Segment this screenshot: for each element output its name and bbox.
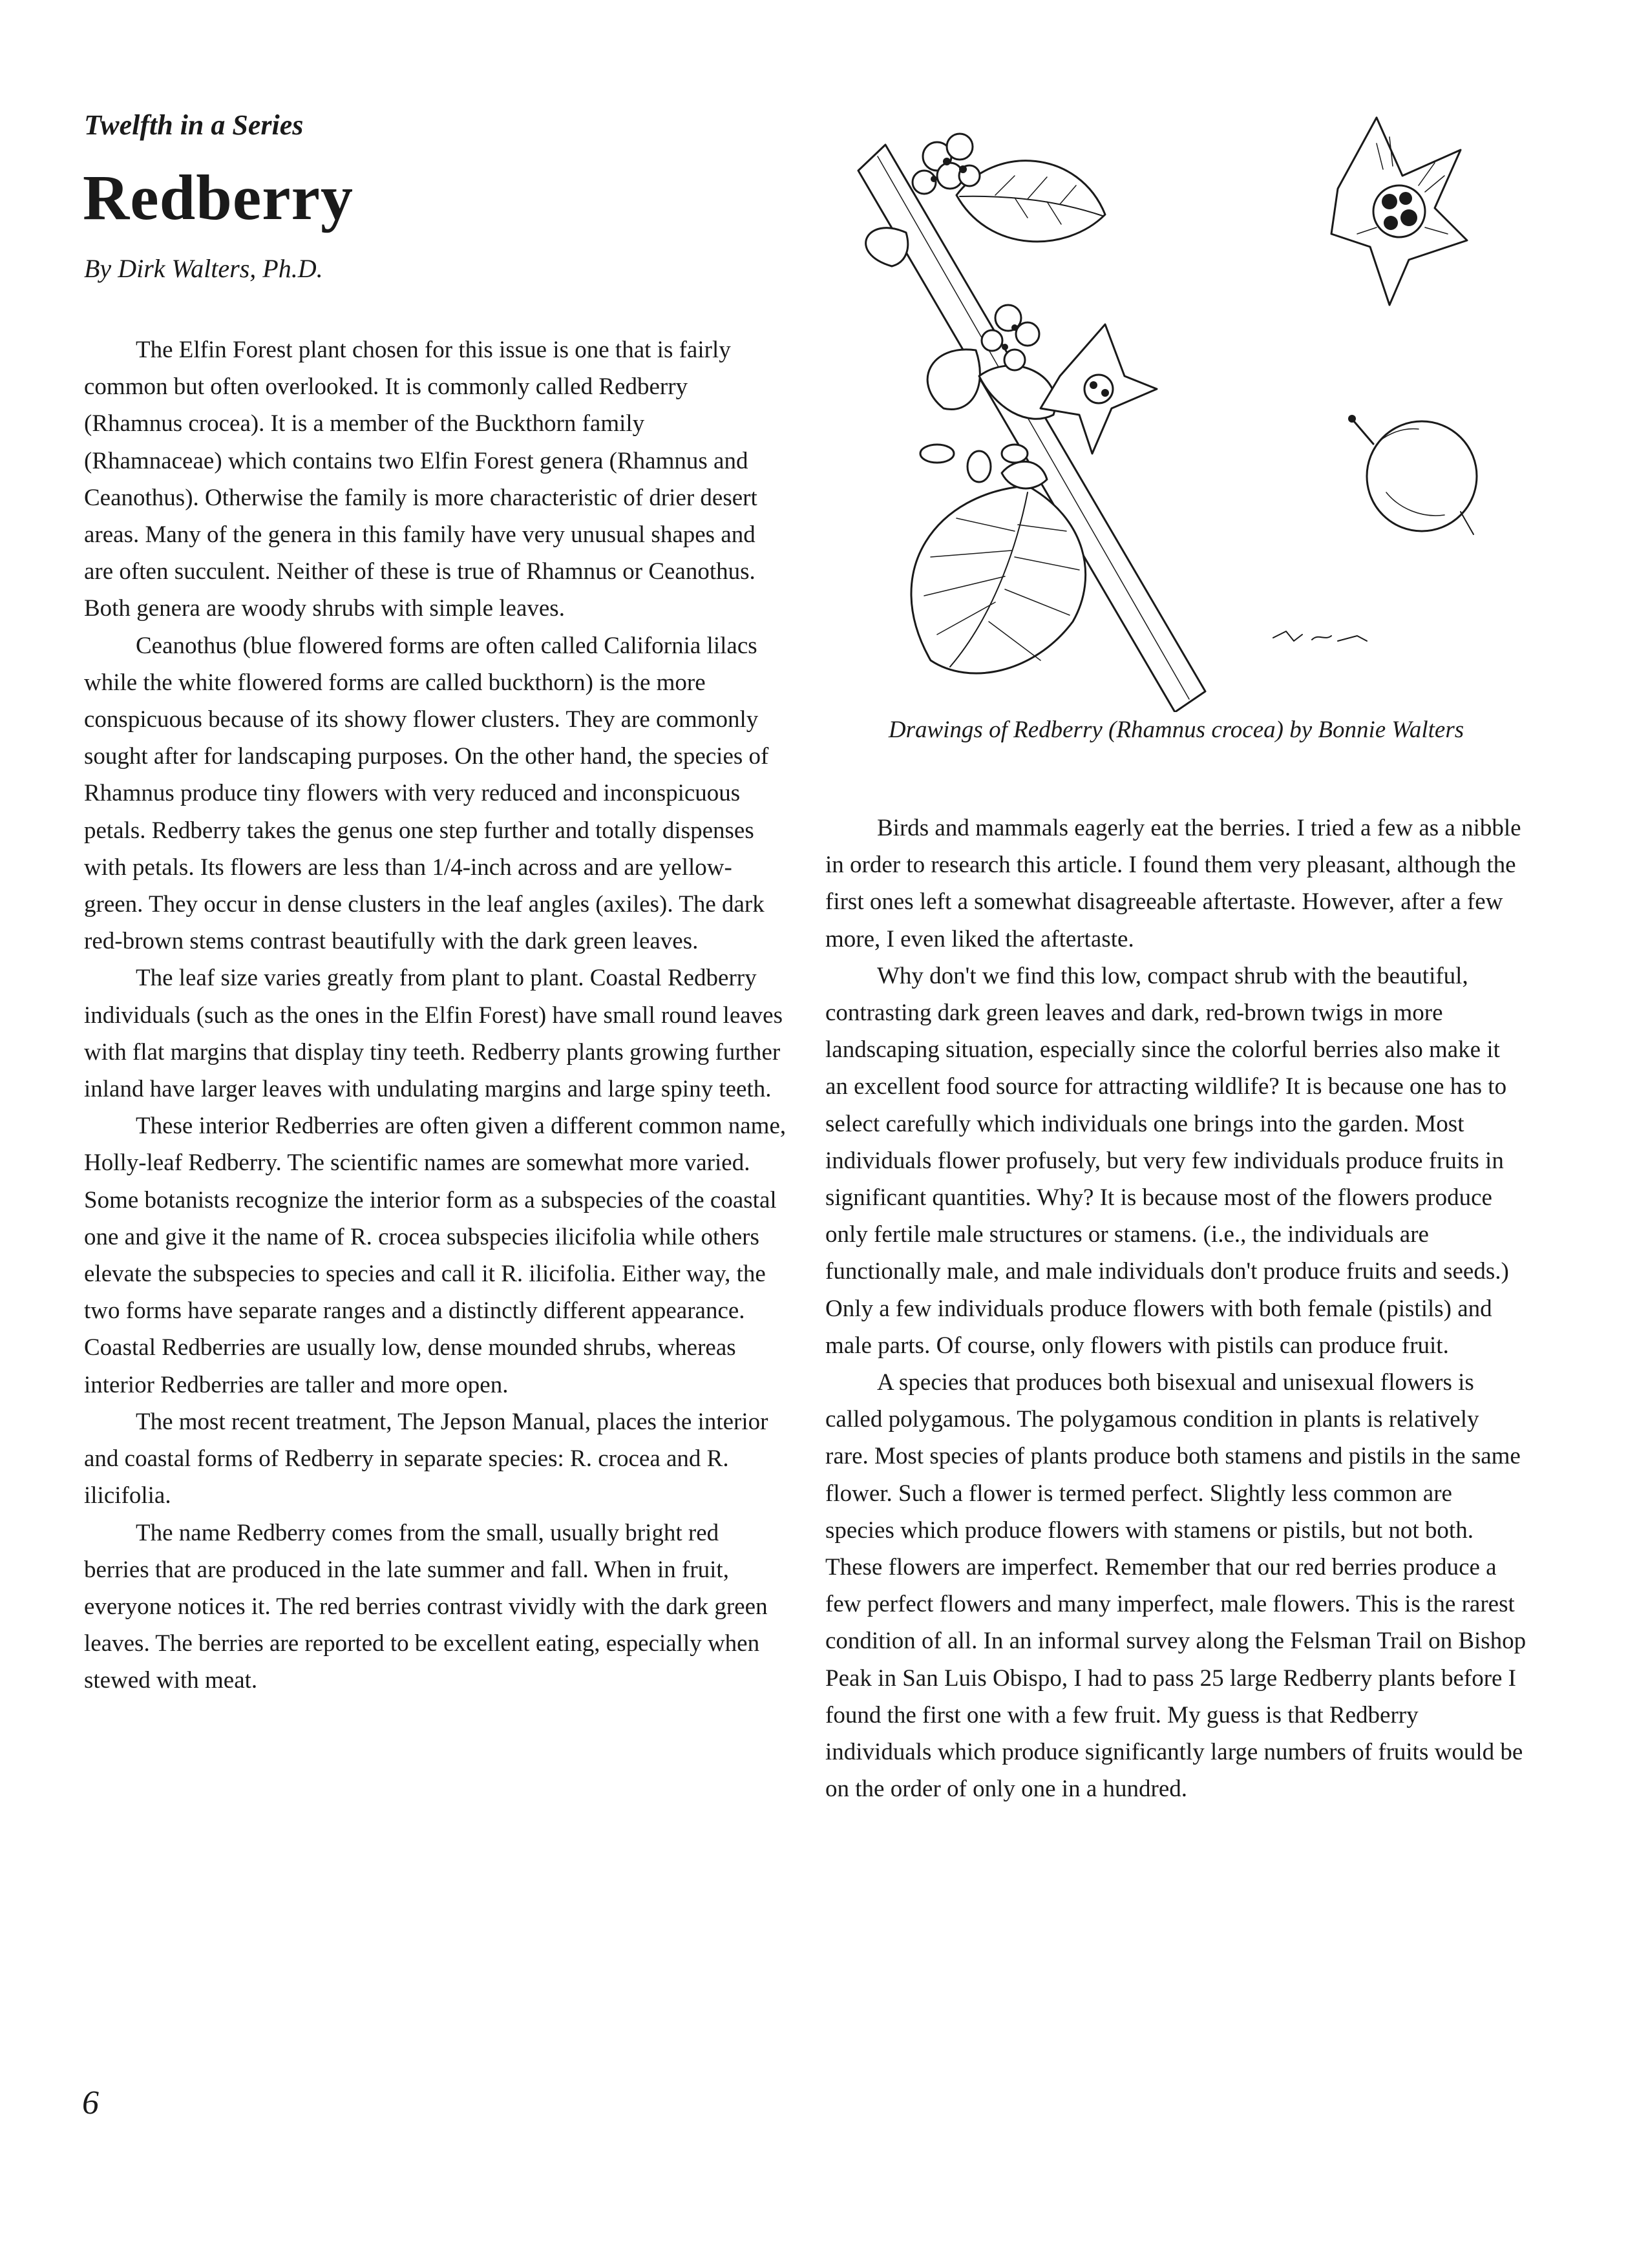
paragraph: Ceanothus (blue flowered forms are often called California lilacs while the white flowered forms are called buckthorn) is the more conspicuous because of its showy flower clusters. They are commonly sought after for landscaping purposes. On the other hand, the species of Rhamnus produce tiny flowers with very reduced and inconspicuous petals. Redberry takes the genus one step further and totally dispenses with petals. Its flowers are less than 1/4-inch across and are yellow-green. They occur in dense clusters in the leaf angles (axiles). The dark red-brown stems contrast beautifully with the dark green leaves. — [84, 632, 769, 955]
paragraph: The most recent treatment, The Jepson Manual, places the interior and coastal forms of Redberry in separate species: R. crocea and R. ilicifolia. — [84, 1408, 768, 1509]
paragraph: The name Redberry comes from the small, usually bright red berries that are produced in the late summer and fall. When in fruit, everyone notices it. The red berries contrast vividly with the dark green leaves. The berries are reported to be excellent eating, especially when stewed with meat. — [84, 1519, 768, 1694]
paragraph: These interior Redberries are often given a different common name, Holly-leaf Redberry. The scientific names are somewhat more varied. Some botanists recognize the interior form as a subspecies of the coastal one and give it the name of R. crocea subspecies ilicifolia while others elevate the subspecies to species and call it R. ilicifolia. Either way, the two forms have separate ranges and a distinctly different appearance. Coastal Redberries are usually low, dense mounded shrubs, whereas interior Redberries are taller and more open. — [84, 1113, 787, 1398]
paragraph: Why don't we find this low, compact shrub with the beautiful, contrasting dark green leaves and dark, red-brown twigs in more landscaping situation, especially since the colorful berries also make it an excellent food source for attracting wildlife? It is because one has to select carefully which individuals one brings into the garden. Most individuals flower profusely, but very few individuals produce fruits in significant quantities. Why? It is because most of the flowers produce only fertile male structures or stamens. (i.e., the individuals are functionally male, and male individuals don't produce fruits and seeds.) Only a few individuals produce flowers with both female (pistils) and male parts. Of course, only flowers with pistils can produce fruit. — [825, 962, 1509, 1359]
left-column — [84, 331, 788, 1699]
paragraph: The leaf size varies greatly from plant to plant. Coastal Redberry individuals (such as the ones in the Elfin Forest) have small round leaves with flat margins that display tiny teeth. Redberry plants growing further inland have larger leaves with undulating margins and large spiny teeth. — [84, 965, 783, 1103]
figure-caption: Drawings of Redberry (Rhamnus crocea) by Bonnie Walters — [888, 717, 1464, 743]
page-number: 6 — [82, 2084, 99, 2121]
paragraph: The Elfin Forest plant chosen for this issue is one that is fairly common but often overlooked. It is commonly called Redberry (Rhamnus crocea). It is a member of the Buckthorn family (Rhamnaceae) which contains two Elfin Forest genera (Rhamnus and Ceanothus). Otherwise the family is more characteristic of drier desert areas. Many of the genera in this family have very unusual shapes and are often succulent. Neither of these is true of Rhamnus or Ceanothus. Both genera are woody shrubs with simple leaves. — [84, 337, 757, 622]
paragraph: Birds and mammals eagerly eat the berries. I tried a few as a nibble in order to research this article. I found them very pleasant, although the first ones left a somewhat disagreeable aftertaste. However, after a few more, I even liked the aftertaste. — [825, 815, 1521, 952]
branch-drawing — [858, 134, 1367, 712]
article-title: Redberry — [83, 162, 354, 233]
berry-drawing — [1348, 415, 1477, 534]
right-column — [825, 810, 1527, 1807]
series-label: Twelfth in a Series — [84, 109, 304, 141]
flower-closeup-drawing — [1331, 118, 1467, 305]
byline: By Dirk Walters, Ph.D. — [84, 254, 323, 283]
paragraph: A species that produces both bisexual and unisexual flowers is called polygamous. The polygamous condition in plants is relatively rare. Most species of plants produce both stamens and pistils in the same flower. Such a flower is termed perfect. Slightly less common are species which produce flowers with stamens or pistils, but not both. These flowers are imperfect. Remember that our red berries produce a few perfect flowers and many imperfect, male flowers. This is the rarest condition of all. In an informal survey along the Felsman Trail on Bishop Peak in San Luis Obispo, I had to pass 25 large Redberry plants before I found the first one with a few fruit. My guess is that Redberry individuals which produce significantly large numbers of fruits would be on the order of only one in a hundred. — [825, 1369, 1527, 1803]
redberry-illustration — [821, 105, 1532, 712]
